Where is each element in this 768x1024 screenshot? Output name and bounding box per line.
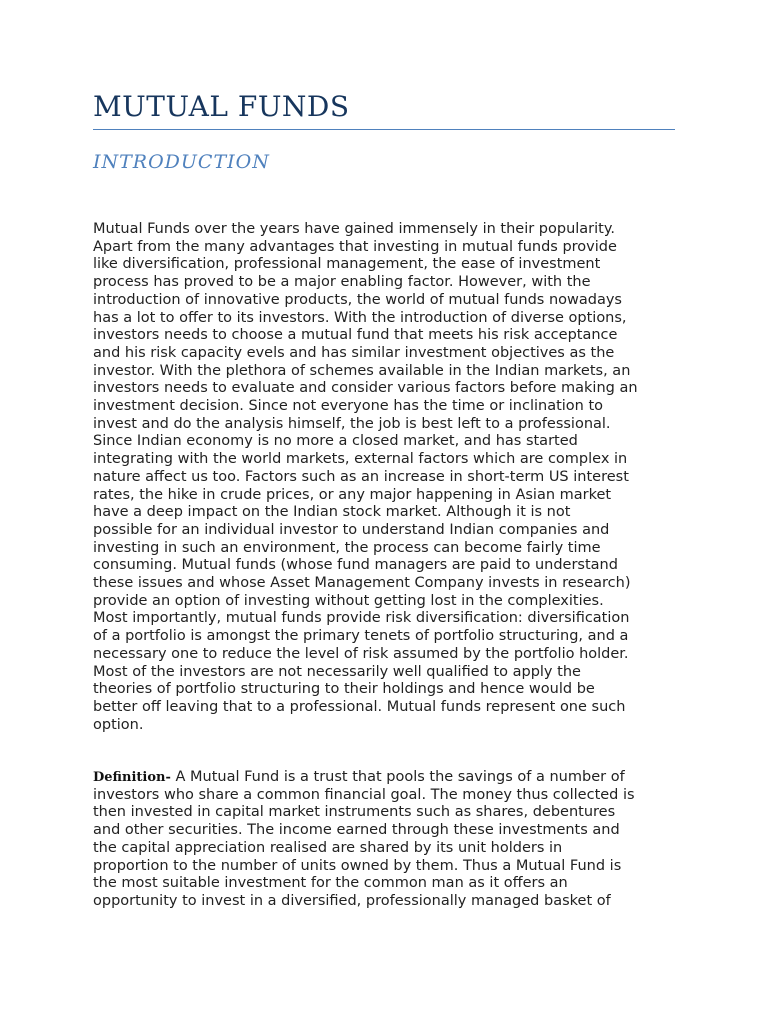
definition-first-line: A Mutual Fund is a trust that pools the savings of a number of	[170, 769, 625, 785]
paragraph-line: Most of the investors are not necessarily well qualified to apply the	[93, 663, 581, 680]
paragraph-line: investors needs to choose a mutual fund that meets his risk acceptance	[93, 327, 618, 344]
paragraph-line: necessary one to reduce the level of risk assumed by the portfolio holder.	[93, 645, 629, 662]
definition-paragraph	[93, 769, 683, 911]
intro-paragraph	[93, 221, 683, 734]
paragraph-line: provide an option of investing without getting lost in the complexities.	[93, 592, 604, 609]
paragraph-line: the capital appreciation realised are shared by its unit holders in	[93, 839, 563, 856]
paragraph-line: better off leaving that to a professional. Mutual funds represent one such	[93, 698, 626, 715]
paragraph-line: has a lot to offer to its investors. With the introduction of diverse options,	[93, 309, 627, 326]
paragraph-line: of a portfolio is amongst the primary tenets of portfolio structuring, and a	[93, 628, 629, 645]
paragraph-line: integrating with the world markets, external factors which are complex in	[93, 451, 628, 468]
paragraph-line: nature affect us too. Factors such as an increase in short-term US interest	[93, 468, 629, 485]
paragraph-line: Since Indian economy is no more a closed market, and has started	[93, 433, 578, 450]
paragraph-line: investors who share a common financial goal. The money thus collected is	[93, 786, 635, 803]
paragraph-line: proportion to the number of units owned by them. Thus a Mutual Fund is	[93, 857, 622, 874]
paragraph-line: invest and do the analysis himself, the job is best left to a professional.	[93, 415, 611, 432]
paragraph-line: consuming. Mutual funds (whose fund managers are paid to understand	[93, 557, 618, 574]
paragraph-line: possible for an individual investor to understand Indian companies and	[93, 521, 610, 538]
paragraph-line: investment decision. Since not everyone has the time or inclination to	[93, 398, 604, 415]
paragraph-line: Apart from the many advantages that investing in mutual funds provide	[93, 238, 617, 255]
paragraph-line: rates, the hike in crude prices, or any major happening in Asian market	[93, 486, 612, 503]
paragraph-line: investors needs to evaluate and consider various factors before making an	[93, 380, 638, 397]
definition-label: Definition-	[93, 770, 171, 785]
paragraph-line: theories of portfolio structuring to their holdings and hence would be	[93, 681, 595, 698]
paragraph-line: and his risk capacity evels and has similar investment objectives as the	[93, 344, 615, 361]
paragraph-line: investor. With the plethora of schemes available in the Indian markets, an	[93, 362, 631, 379]
paragraph-line: these issues and whose Asset Management Company invests in research)	[93, 575, 631, 592]
section-heading: INTRODUCTION	[93, 151, 270, 173]
title-underline	[93, 129, 675, 130]
paragraph-line: the most suitable investment for the common man as it offers an	[93, 875, 568, 892]
paragraph-line: process has proved to be a major enabling factor. However, with the	[93, 274, 591, 291]
paragraph-line: and other securities. The income earned through these investments and	[93, 822, 620, 839]
paragraph-line: Mutual Funds over the years have gained immensely in their popularity.	[93, 221, 615, 237]
paragraph-line: introduction of innovative products, the world of mutual funds nowadays	[93, 291, 622, 308]
paragraph-line: investing in such an environment, the process can become fairly time	[93, 539, 601, 556]
paragraph-line: opportunity to invest in a diversified, professionally managed basket of	[93, 892, 611, 909]
paragraph-line: have a deep impact on the Indian stock market. Although it is not	[93, 504, 571, 521]
paragraph-line: Most importantly, mutual funds provide risk diversification: diversification	[93, 610, 630, 627]
document-title: MUTUAL FUNDS	[93, 90, 350, 123]
paragraph-line	[93, 769, 683, 787]
paragraph-line: option.	[93, 716, 144, 733]
paragraph-line: then invested in capital market instruments such as shares, debentures	[93, 804, 616, 821]
paragraph-line: like diversification, professional management, the ease of investment	[93, 256, 601, 273]
